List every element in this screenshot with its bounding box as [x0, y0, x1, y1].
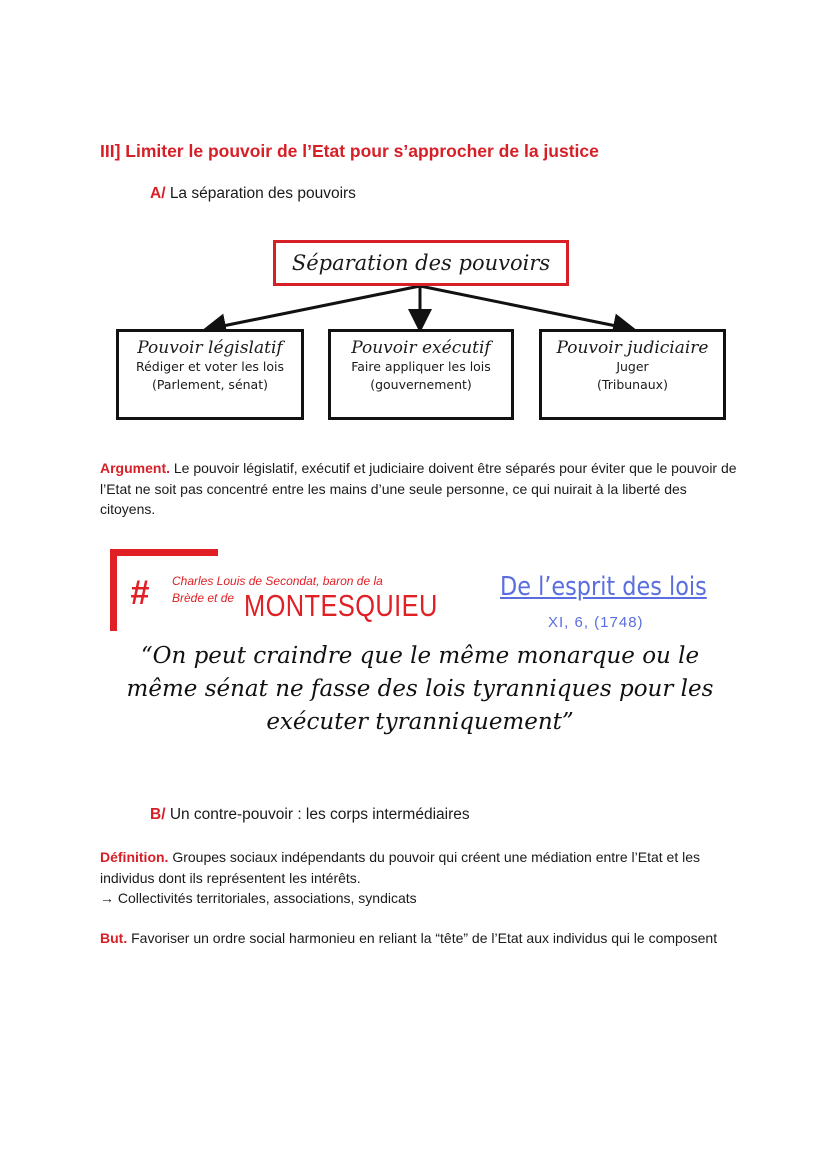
definition-examples: → Collectivités territoriales, associations, syndicats: [100, 890, 417, 906]
box-legislatif-line1: Rédiger et voter les lois: [135, 359, 285, 374]
but-label: But.: [100, 930, 128, 946]
author-name: MONTESQUIEU: [244, 588, 438, 623]
box-executif-title: Pouvoir exécutif: [351, 338, 491, 358]
box-judiciaire-line2: (Tribunaux): [597, 377, 668, 392]
part-b-heading: [150, 806, 470, 824]
diagram-root-box: Séparation des pouvoirs: [273, 240, 569, 286]
book-reference: XI, 6, (1748): [548, 614, 644, 631]
definition-paragraph: [100, 847, 740, 909]
arrow-judiciaire: [420, 286, 631, 329]
part-a-label: A/: [150, 185, 166, 202]
argument-text: Le pouvoir législatif, exécutif et judiciaire doivent être séparés pour éviter que le pouvoir de l’Etat ne soit pas concentré entre les mains d’une seule personne, ce qui nuirait à la liberté des citoyens.: [100, 460, 737, 517]
box-judiciaire-title: Pouvoir judiciaire: [556, 338, 709, 358]
bracket-top: [110, 549, 218, 556]
hash-icon: #: [130, 574, 149, 612]
author-line2: Brède et de: [172, 591, 235, 605]
box-legislatif-line2: (Parlement, sénat): [151, 377, 268, 392]
argument-label: Argument.: [100, 460, 170, 476]
box-judiciaire: [539, 329, 726, 420]
definition-label: Définition.: [100, 849, 169, 865]
box-judiciaire-line1: Juger: [616, 359, 649, 374]
but-text: Favoriser un ordre social harmonieu en reliant la “tête” de l’Etat aux individus qui le composent: [131, 930, 718, 946]
book-title: De l’esprit des lois: [500, 572, 707, 602]
box-executif-line1: Faire appliquer les lois: [351, 359, 491, 374]
arrow-legislatif: [208, 286, 420, 329]
argument-paragraph: [100, 458, 740, 520]
box-executif: [328, 329, 514, 420]
box-legislatif-title: Pouvoir législatif: [137, 338, 283, 358]
but-paragraph: [100, 928, 740, 949]
part-b-title: Un contre-pouvoir : les corps intermédiaires: [169, 806, 470, 823]
box-legislatif: [116, 329, 304, 420]
section-title: III] Limiter le pouvoir de l’Etat pour s’approcher de la justice: [100, 141, 599, 161]
montesquieu-quote: “On peut craindre que le même monarque ou le même sénat ne fasse des lois tyranniques pour les exécuter tyranniquement”: [126, 643, 714, 735]
author-line1: Charles Louis de Secondat, baron de la: [172, 574, 383, 588]
part-b-label: B/: [150, 806, 166, 823]
part-a-title: La séparation des pouvoirs: [169, 185, 356, 202]
definition-text: Groupes sociaux indépendants du pouvoir qui créent une médiation entre l’Etat et les individus dont ils représentent les intérêts.: [100, 849, 700, 886]
box-executif-line2: (gouvernement): [370, 377, 472, 392]
bracket-left: [110, 549, 117, 631]
